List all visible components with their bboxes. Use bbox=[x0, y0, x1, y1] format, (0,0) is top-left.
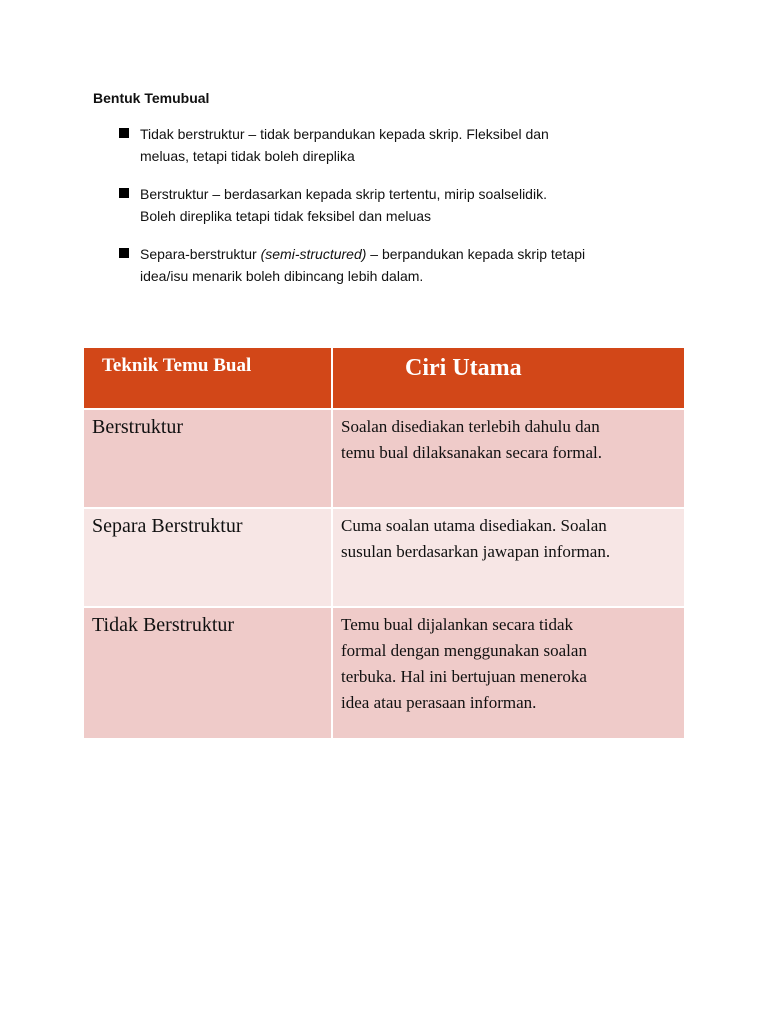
bullet-text-line: Berstruktur – berdasarkan kepada skrip tertentu, mirip soalselidik. bbox=[140, 186, 547, 202]
bullet-text-segment: – berpandukan kepada skrip tetapi bbox=[366, 246, 586, 262]
bullet-text-line: idea/isu menarik boleh dibincang lebih dalam. bbox=[140, 268, 424, 284]
bullet-item bbox=[118, 123, 678, 167]
feature-line: Soalan disediakan terlebih dahulu dan bbox=[341, 417, 600, 436]
bullet-list bbox=[118, 123, 678, 303]
feature-line: Cuma soalan utama disediakan. Soalan bbox=[341, 516, 607, 535]
bullet-item bbox=[118, 183, 678, 227]
table-row bbox=[83, 409, 685, 508]
square-bullet-icon bbox=[119, 188, 129, 198]
feature-line: Temu bual dijalankan secara tidak bbox=[341, 615, 573, 634]
feature-line: temu bual dilaksanakan secara formal. bbox=[341, 443, 603, 462]
bullet-text-line: meluas, tetapi tidak boleh direplika bbox=[140, 148, 355, 164]
section-heading: Bentuk Temubual bbox=[93, 90, 210, 106]
bullet-item bbox=[118, 243, 678, 287]
technique-cell: Tidak Berstruktur bbox=[83, 607, 332, 739]
technique-cell: Berstruktur bbox=[83, 409, 332, 508]
table-header-row bbox=[83, 347, 685, 409]
feature-line: terbuka. Hal ini bertujuan meneroka bbox=[341, 667, 587, 686]
technique-cell: Separa Berstruktur bbox=[83, 508, 332, 607]
square-bullet-icon bbox=[119, 248, 129, 258]
feature-line: formal dengan menggunakan soalan bbox=[341, 641, 587, 660]
feature-line: susulan berdasarkan jawapan informan. bbox=[341, 542, 611, 561]
bullet-text-italic: (semi-structured) bbox=[260, 246, 367, 262]
feature-cell bbox=[332, 409, 685, 508]
header-main-feature: Ciri Utama bbox=[332, 347, 685, 409]
feature-cell bbox=[332, 607, 685, 739]
feature-cell bbox=[332, 508, 685, 607]
square-bullet-icon bbox=[119, 128, 129, 138]
feature-line: idea atau perasaan informan. bbox=[341, 693, 537, 712]
table-row bbox=[83, 607, 685, 739]
bullet-text-line: Tidak berstruktur – tidak berpandukan kepada skrip. Fleksibel dan bbox=[140, 126, 549, 142]
bullet-text-line: Boleh direplika tetapi tidak feksibel dan meluas bbox=[140, 208, 432, 224]
bullet-text-segment: Separa-berstruktur bbox=[140, 246, 261, 262]
interview-technique-table bbox=[82, 346, 686, 740]
header-technique: Teknik Temu Bual bbox=[83, 347, 332, 409]
table-row bbox=[83, 508, 685, 607]
